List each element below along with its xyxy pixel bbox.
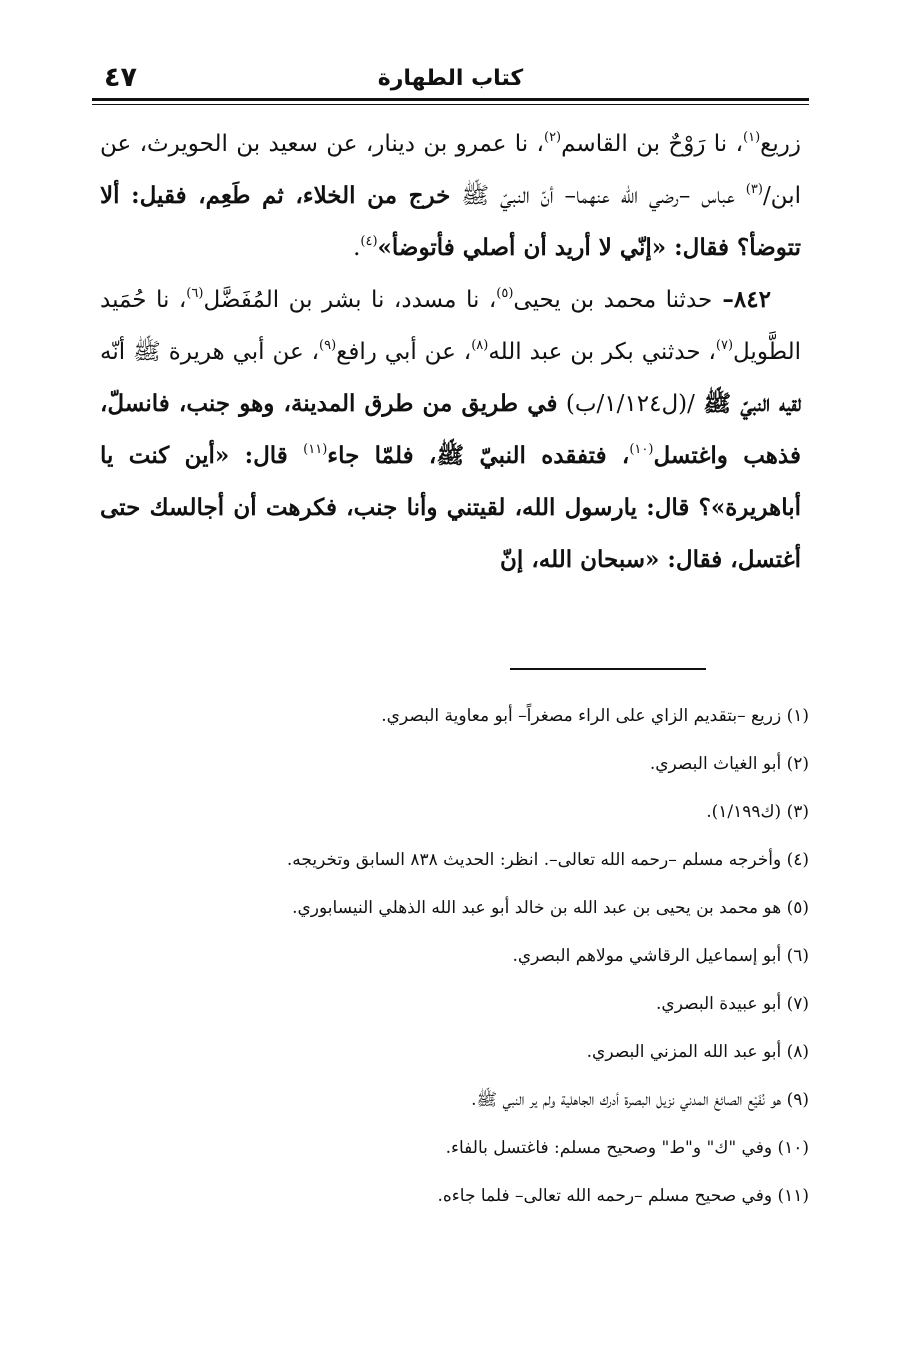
footnote-ref: (٢) xyxy=(543,130,562,145)
header-rule-thick xyxy=(92,98,809,101)
footnote-ref: (١) xyxy=(743,130,761,145)
main-text xyxy=(100,118,801,586)
footnote: (٧) أبو عبيدة البصري. xyxy=(656,994,809,1014)
footnote-list xyxy=(100,692,809,1220)
footnote-ref: (٩) xyxy=(319,338,337,353)
footnote-ref: (٤) xyxy=(360,234,378,249)
header-rule-thin xyxy=(92,104,809,105)
footnote-ref: (٨) xyxy=(471,338,489,353)
hadith-paragraph-1 xyxy=(100,118,801,274)
text-run: ، نا حُمَيد الطَّويل xyxy=(100,287,801,365)
footnote: (٢) أبو الغياث البصري. xyxy=(649,754,809,774)
hadith-paragraph-2 xyxy=(100,274,801,586)
footnote-separator xyxy=(510,668,706,670)
text-run: . xyxy=(353,235,361,261)
page-number: ٤٧ xyxy=(104,62,137,93)
text-run: زريع xyxy=(760,131,801,157)
footnote: (٥) هو محمد بن يحيى بن عبد الله بن خالد أبو عبد الله الذهلي النيسابوري. xyxy=(292,898,809,918)
footnote: (١٠) وفي "ك" و"ط" وصحيح مسلم: فاغتسل بالفاء. xyxy=(445,1138,809,1158)
footnote-ref: (٧) xyxy=(715,338,734,353)
text-run: ، نا رَوْحٌ بن القاسم xyxy=(561,131,743,157)
hadith-text-bold: لقيه النبيّ ﷺ xyxy=(703,390,801,417)
footnote: (٣) (ك١/١٩٩). xyxy=(706,802,809,822)
hadith-text-bold: قال: «أين كنت يا أباهريرة»؟ قال: يارسول الله، لقيتني وأنا جنب، فكرهت أن أجالسك حتى أغتسل، فقال: «سبحان الله، إنّ xyxy=(100,442,801,573)
footnote: (٦) أبو إسماعيل الرقاشي مولاهم البصري. xyxy=(512,946,809,966)
text-run: ، عن أبي رافع xyxy=(336,339,472,365)
manuscript-ref: /(ل١/١٢٤/ب) xyxy=(557,391,704,417)
text-run: ، نا عمرو بن دينار، عن سعيد بن الحويرث، عن ابن/ xyxy=(100,131,801,209)
footnotes xyxy=(100,692,809,1220)
text-run: ، نا مسدد، نا بشر بن المُفَضَّل xyxy=(203,287,497,313)
running-header xyxy=(92,62,809,96)
footnote-ref: (١٠) xyxy=(629,442,654,457)
footnote-ref: (٣) xyxy=(745,182,763,197)
footnote-ref: (١١) xyxy=(303,442,328,457)
footnote-ref: (٦) xyxy=(186,286,204,301)
footnote: (١) زريع –بتقديم الزاي على الراء مصغراً– أبو معاوية البصري. xyxy=(381,706,809,726)
text-run: ، عن أبي هريرة ﷺ أنّه xyxy=(100,339,319,365)
hadith-text-bold: خرج من الخلاء، ثم طَعِم، فقيل: ألا تتوضأ؟ فقال: «إنّي لا أريد أن أصلي فأتوضأ» xyxy=(100,182,801,261)
text-run: حدثنا محمد بن يحيى xyxy=(513,287,713,313)
hadith-text-bold: ، فتفقده النبيّ ﷺ، فلمّا جاء xyxy=(327,442,630,469)
footnote: (٩) هو نُفَيْع الصائغ المدني نزيل البصرة أدرك الجاهلية ولم ير النبي ﷺ. xyxy=(471,1090,809,1110)
footnote: (٤) وأخرجه مسلم –رحمه الله تعالى–. انظر: الحديث ٨٣٨ السابق وتخريجه. xyxy=(286,850,809,870)
footnote: (١١) وفي صحيح مسلم –رحمه الله تعالى– فلما جاءه. xyxy=(437,1186,809,1206)
text-run: ، حدثني بكر بن عبد الله xyxy=(488,339,716,365)
footnote-ref: (٥) xyxy=(496,286,514,301)
hadith-text-bold: في طريق من طرق المدينة، وهو جنب، فانسلّ، فذهب واغتسل xyxy=(100,390,801,469)
chapter-title: كتاب الطهارة xyxy=(377,66,524,91)
hadith-number: ٨٤٢– xyxy=(712,286,771,313)
footnote: (٨) أبو عبد الله المزني البصري. xyxy=(586,1042,809,1062)
text-run: عباس –رضي الله عنهما– أنّ النبيّ ﷺ xyxy=(450,183,746,209)
